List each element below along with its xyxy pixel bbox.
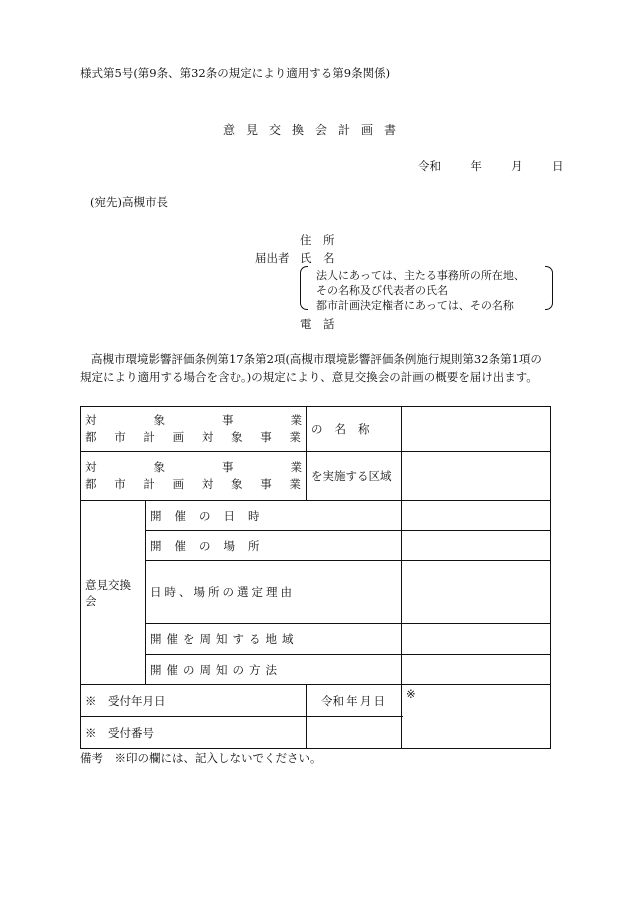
selection-reason-field[interactable] bbox=[402, 561, 551, 624]
receipt-number-label: ※ 受付番号 bbox=[81, 717, 307, 749]
applicant-note-3: 都市計画決定権者にあっては、その名称 bbox=[316, 299, 514, 312]
footnote: 備考 ※印の欄には、記入しないでください。 bbox=[80, 751, 322, 765]
receipt-number-field[interactable] bbox=[307, 717, 402, 749]
phone-label: 電 話 bbox=[300, 317, 335, 331]
subject-line-a: 対 象 事 業 bbox=[85, 413, 302, 427]
notice-method-label: 開催の周知の方法 bbox=[146, 655, 402, 685]
meeting-datetime-label: 開催の日時 bbox=[146, 501, 402, 531]
filer-label: 届出者 bbox=[255, 251, 290, 265]
date-era: 令和 bbox=[418, 159, 441, 173]
subject-line-a-2: 対 象 事 業 bbox=[85, 460, 302, 474]
receipt-date-label: ※ 受付年月日 bbox=[81, 685, 307, 717]
office-use-cell bbox=[402, 685, 551, 749]
date-day: 日 bbox=[551, 159, 564, 173]
subject-label-cell-2 bbox=[81, 452, 307, 501]
notice-area-label: 開催を周知する地域 bbox=[146, 624, 402, 655]
form-number: 様式第5号(第9条、第32条の規定により適用する第9条関係) bbox=[80, 66, 391, 80]
project-name-field[interactable] bbox=[402, 407, 551, 452]
implementation-area-label: を実施する区域 bbox=[307, 452, 402, 501]
notice-method-field[interactable] bbox=[402, 655, 551, 685]
subject-label-cell bbox=[81, 407, 307, 452]
meeting-label: 意見交換会 bbox=[81, 501, 146, 685]
implementation-area-field[interactable] bbox=[402, 452, 551, 501]
receipt-month: 月 bbox=[359, 693, 372, 708]
receipt-year: 年 bbox=[346, 693, 358, 708]
document-title: 意見交換会計画書 bbox=[222, 123, 407, 137]
meeting-place-label: 開催の場所 bbox=[146, 531, 402, 561]
meeting-datetime-field[interactable] bbox=[402, 501, 551, 531]
receipt-era: 令和 bbox=[321, 693, 344, 708]
project-name-label: の名称 bbox=[307, 407, 402, 452]
subject-line-b-2: 都 市 計 画 対 象 事 業 bbox=[85, 477, 302, 491]
date-year: 年 bbox=[470, 159, 482, 173]
body-text: 高槻市環境影響評価条例第17条第2項(高槻市環境影響評価条例施行規則第32条第1項の規定により適用する場合を含む。)の規定により、意見交換会の計画の概要を届け出ます。 bbox=[80, 352, 542, 384]
applicant-note-1: 法人にあっては、主たる事務所の所在地、 bbox=[316, 269, 525, 282]
meeting-place-field[interactable] bbox=[402, 531, 551, 561]
plan-table bbox=[80, 406, 551, 749]
address-label: 住 所 bbox=[300, 233, 335, 247]
office-use-mark: ※ bbox=[406, 687, 416, 701]
selection-reason-label: 日時、場所の選定理由 bbox=[146, 561, 402, 624]
addressee: (宛先)高槻市長 bbox=[90, 195, 168, 209]
name-label: 氏 名 bbox=[300, 251, 335, 265]
date-month: 月 bbox=[511, 159, 523, 173]
notice-area-field[interactable] bbox=[402, 624, 551, 655]
applicant-note-2: その名称及び代表者の氏名 bbox=[316, 284, 448, 297]
subject-line-b: 都 市 計 画 対 象 事 業 bbox=[85, 430, 302, 444]
date-line bbox=[418, 158, 563, 174]
receipt-day: 日 bbox=[373, 693, 385, 708]
receipt-date-cell[interactable] bbox=[307, 685, 402, 717]
